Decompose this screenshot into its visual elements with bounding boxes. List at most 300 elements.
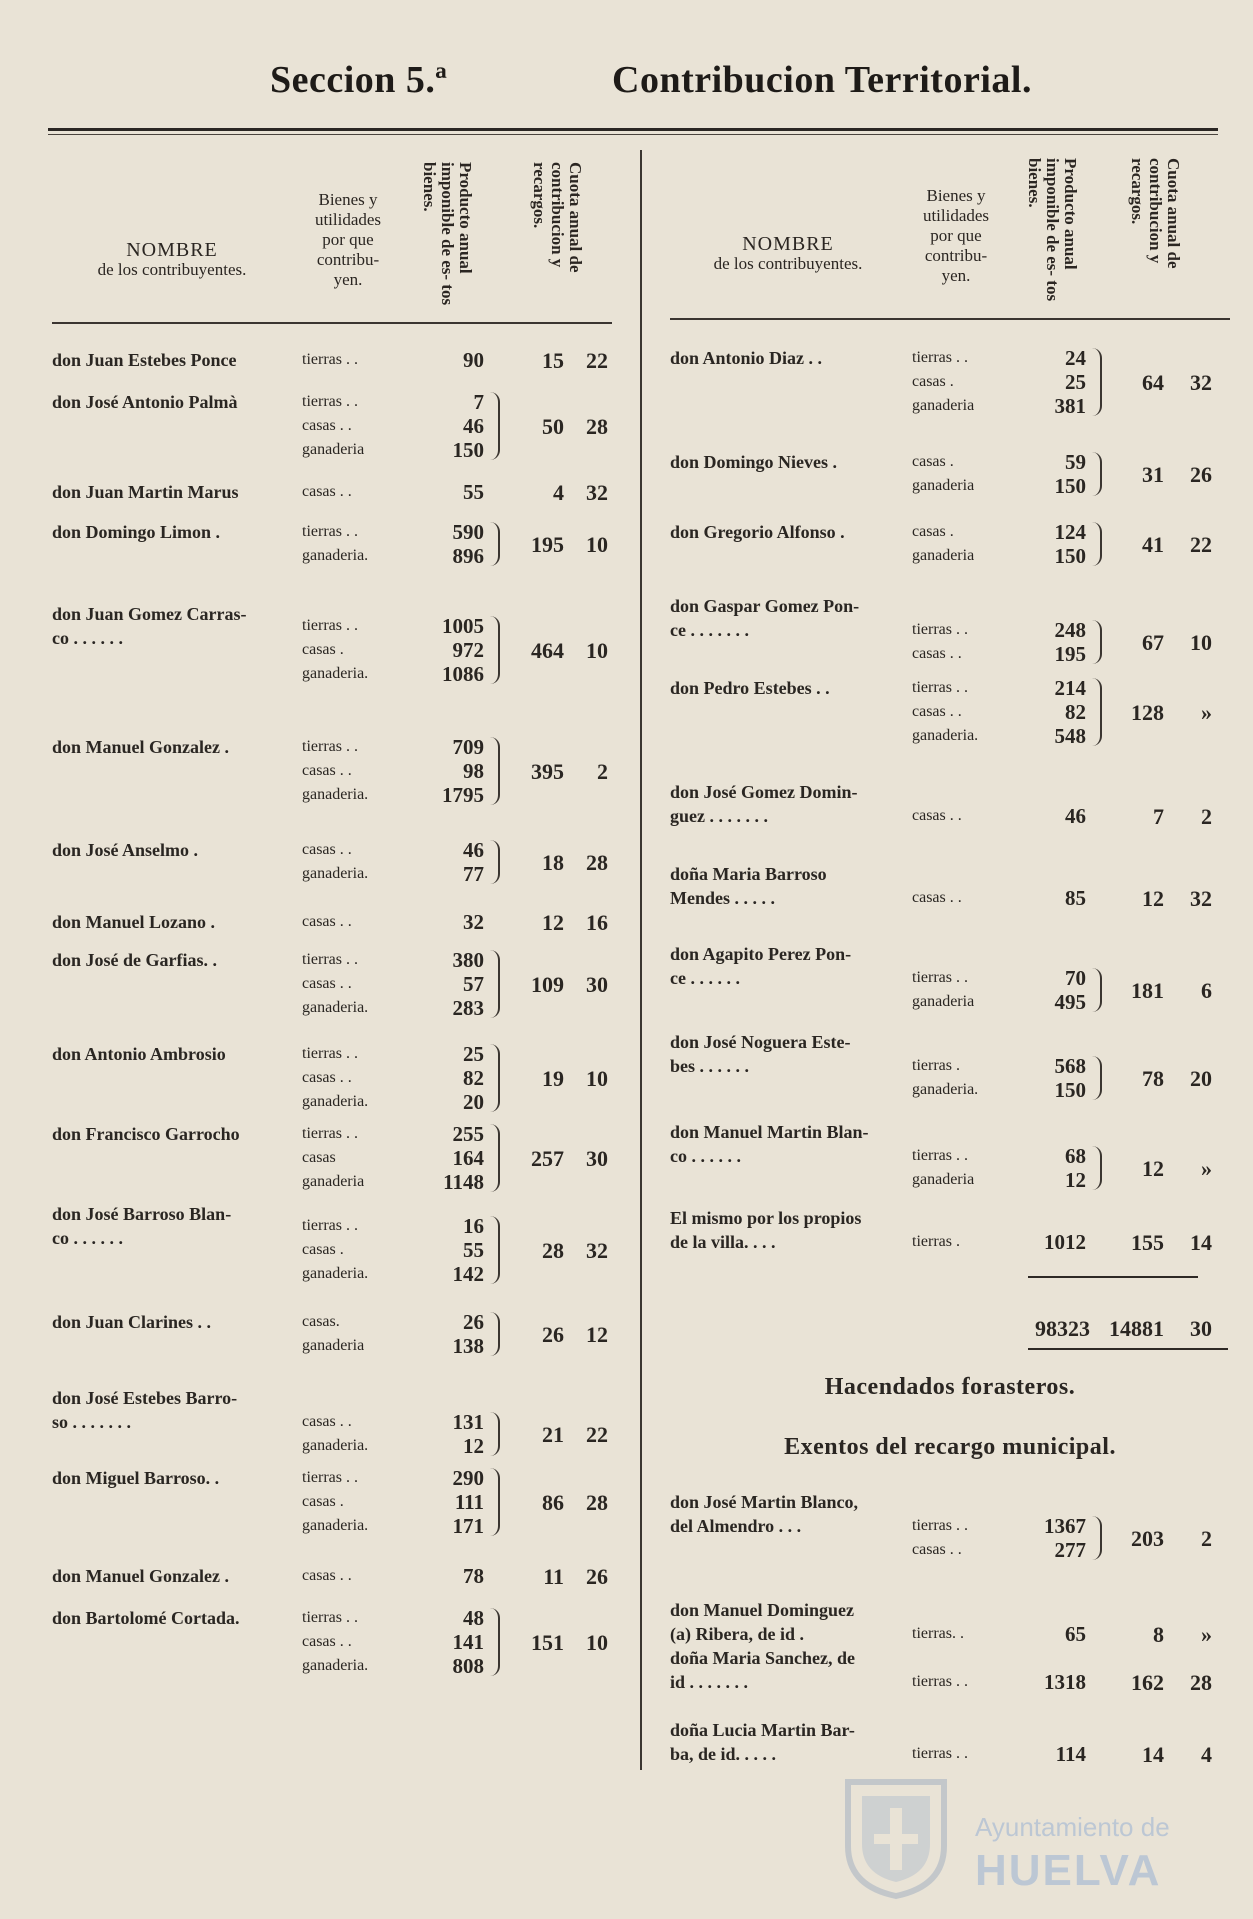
contributor-name-line: don José Anselmo . xyxy=(52,840,199,860)
product-value: 77 xyxy=(463,862,484,886)
total-rule xyxy=(1028,1348,1228,1350)
contributor-name xyxy=(52,948,297,972)
quota-cents: 32 xyxy=(1190,886,1212,911)
contributor-name-line: de la villa. . . . xyxy=(670,1232,776,1252)
contributor-name xyxy=(670,450,908,474)
grouping-brace xyxy=(488,1124,500,1192)
taxable-product xyxy=(1010,520,1086,568)
property-types xyxy=(302,1410,402,1458)
quota-cents: 2 xyxy=(597,759,608,784)
taxable-product xyxy=(404,1606,484,1678)
property-type: tierras . xyxy=(912,1233,960,1250)
product-value: 46 xyxy=(1065,804,1086,828)
contributor-name-line: don Juan Martin Marus xyxy=(52,482,239,502)
taxable-product xyxy=(1010,1230,1086,1254)
property-types xyxy=(302,838,402,886)
taxable-product xyxy=(1010,886,1086,910)
contributor-name-line: don Juan Gomez Carras- xyxy=(52,604,247,624)
contributor-name-line: don Bartolomé Cortada. xyxy=(52,1608,240,1628)
property-type: tierras . . xyxy=(302,1217,358,1234)
property-type: ganaderia xyxy=(912,1171,975,1188)
grouping-brace xyxy=(488,1468,500,1536)
quota-cents: 28 xyxy=(586,1490,608,1515)
contributor-name-line: don Manuel Lozano . xyxy=(52,912,216,932)
property-type: casas. xyxy=(302,1313,340,1330)
goods-header-l3: por que xyxy=(322,230,374,249)
product-value: 24 xyxy=(1065,346,1086,370)
product-header: Producto anual imponible de es- tos bienes. xyxy=(420,162,475,306)
property-types xyxy=(302,948,402,1020)
property-type: ganaderia. xyxy=(302,547,369,564)
taxable-product xyxy=(1010,966,1086,1014)
quota-amount: 15 xyxy=(542,348,564,373)
property-type: ganaderia. xyxy=(302,1093,369,1110)
goods-header-l1: Bienes y xyxy=(926,186,986,205)
product-value: 46 xyxy=(463,414,484,438)
quota-amount: 11 xyxy=(543,1564,564,1589)
product-value: 85 xyxy=(1065,886,1086,910)
property-types xyxy=(912,1054,1012,1102)
goods-header-l3: por que xyxy=(930,226,982,245)
product-value: 25 xyxy=(463,1042,484,1066)
property-types xyxy=(302,1466,402,1538)
contributor-name-line: don José Martin Blanco, xyxy=(670,1492,859,1512)
contributor-name-line: don José Gomez Domin- xyxy=(670,782,858,802)
product-value: 12 xyxy=(463,1434,484,1458)
contributor-name xyxy=(670,780,908,828)
product-value: 65 xyxy=(1065,1622,1086,1646)
taxable-product xyxy=(1010,618,1086,666)
contributor-name-line: don Pedro Estebes . . xyxy=(670,678,830,698)
product-value: 111 xyxy=(454,1490,484,1514)
property-type: ganaderia. xyxy=(912,727,979,744)
contributor-name-line: don Domingo Limon . xyxy=(52,522,221,542)
grouping-brace xyxy=(1090,452,1102,496)
product-value: 20 xyxy=(463,1090,484,1114)
taxable-product xyxy=(1010,1144,1086,1192)
taxable-product xyxy=(1010,346,1086,418)
taxable-product xyxy=(404,348,484,372)
quota-cents: 10 xyxy=(586,532,608,557)
quota-amount: 12 xyxy=(1142,886,1164,911)
property-type: casas . . xyxy=(302,483,352,500)
contributor-name xyxy=(670,1120,908,1168)
taxable-product xyxy=(404,520,484,568)
quota-cents: 22 xyxy=(586,348,608,373)
product-value: 7 xyxy=(473,390,484,414)
property-type: tierras. . xyxy=(912,1625,964,1642)
contributor-name xyxy=(52,480,297,504)
taxable-product xyxy=(404,1466,484,1538)
goods-header-l4: contribu- xyxy=(924,246,988,265)
property-type: tierras . . xyxy=(912,679,968,696)
quota-cents: 20 xyxy=(1190,1066,1212,1091)
grouping-brace xyxy=(488,1608,500,1676)
quota-amount: 12 xyxy=(1142,1156,1164,1181)
contributor-name xyxy=(670,1030,908,1078)
sum-rule xyxy=(1028,1276,1198,1278)
product-value: 16 xyxy=(463,1214,484,1238)
section-title-foreign: Hacendados forasteros. xyxy=(824,1374,1076,1400)
taxable-product xyxy=(1010,450,1086,498)
property-types xyxy=(302,1214,402,1286)
property-type: casas . . xyxy=(302,841,352,858)
product-value: 26 xyxy=(463,1310,484,1334)
contributor-name xyxy=(670,1598,908,1646)
property-type: casas . . xyxy=(912,703,962,720)
property-type: ganaderia xyxy=(912,397,975,414)
product-value: 138 xyxy=(452,1334,484,1358)
quota-cents: 12 xyxy=(586,1322,608,1347)
header-rule xyxy=(670,318,1230,320)
grouping-brace xyxy=(488,1412,500,1456)
contributor-name xyxy=(670,862,908,910)
quota-cents: 6 xyxy=(1201,978,1212,1003)
contributor-name-line: El mismo por los propios xyxy=(670,1208,862,1228)
quota-cents: 30 xyxy=(586,1146,608,1171)
property-type: tierras . . xyxy=(302,951,358,968)
property-types xyxy=(912,676,1012,748)
contributor-name xyxy=(670,1646,908,1694)
product-value: 141 xyxy=(452,1630,484,1654)
contributor-name-line: don Juan Estebes Ponce xyxy=(52,350,237,370)
property-type: casas . . xyxy=(302,913,352,930)
property-type: casas . . xyxy=(302,762,352,779)
goods-header-l4: contribu- xyxy=(316,250,380,269)
product-value: 150 xyxy=(1054,544,1086,568)
taxable-product xyxy=(1010,1622,1086,1646)
taxable-product xyxy=(1010,804,1086,828)
property-type: casas . . xyxy=(302,975,352,992)
property-type: casas . . xyxy=(912,807,962,824)
contributor-name-line: so . . . . . . . xyxy=(52,1412,132,1432)
grouping-brace xyxy=(1090,968,1102,1012)
property-type: ganaderia xyxy=(302,441,365,458)
grouping-brace xyxy=(488,840,500,884)
product-value: 82 xyxy=(1065,700,1086,724)
product-value: 1012 xyxy=(1044,1230,1086,1254)
property-type: tierras . . xyxy=(302,393,358,410)
property-types xyxy=(912,450,1012,498)
property-type: tierras . . xyxy=(302,523,358,540)
product-value: 32 xyxy=(463,910,484,934)
contributor-name-line: don Juan Clarines . . xyxy=(52,1312,212,1332)
product-value: 57 xyxy=(463,972,484,996)
contributor-name-line: don José Antonio Palmà xyxy=(52,392,238,412)
contributor-name xyxy=(52,520,297,544)
property-type: casas . xyxy=(302,1241,344,1258)
quota-amount: 8 xyxy=(1153,1622,1164,1647)
property-types xyxy=(302,480,402,504)
name-header xyxy=(670,234,906,274)
contributor-name-line: don Francisco Garrocho xyxy=(52,1124,240,1144)
property-types xyxy=(912,1670,1012,1694)
property-type: casas . xyxy=(912,373,954,390)
property-type: casas . . xyxy=(302,1633,352,1650)
property-type: casas . xyxy=(302,1493,344,1510)
product-value: 150 xyxy=(452,438,484,462)
property-type: tierras . xyxy=(912,1057,960,1074)
product-value: 131 xyxy=(452,1410,484,1434)
product-value: 548 xyxy=(1054,724,1086,748)
product-value: 1148 xyxy=(443,1170,484,1194)
property-type: ganaderia. xyxy=(302,786,369,803)
quota-cents: 32 xyxy=(586,1238,608,1263)
grouping-brace xyxy=(1090,522,1102,566)
quota-cents: 2 xyxy=(1201,1526,1212,1551)
property-types xyxy=(912,520,1012,568)
product-value: 195 xyxy=(1054,642,1086,666)
product-value: 283 xyxy=(452,996,484,1020)
property-type: tierras . . xyxy=(302,1045,358,1062)
product-value: 150 xyxy=(1054,1078,1086,1102)
contributor-name-line: don Manuel Martin Blan- xyxy=(670,1122,869,1142)
property-type: casas . . xyxy=(302,1413,352,1430)
contributor-name xyxy=(52,1466,297,1490)
quota-amount: 181 xyxy=(1131,978,1164,1003)
property-type: casas . . xyxy=(302,1567,352,1584)
property-types xyxy=(302,1310,402,1358)
contributor-name xyxy=(52,1564,297,1588)
quota-amount: 162 xyxy=(1131,1670,1164,1695)
property-type: tierras . . xyxy=(302,351,358,368)
product-value: 568 xyxy=(1054,1054,1086,1078)
contributor-name-line: don Domingo Nieves . xyxy=(670,452,838,472)
contributor-name xyxy=(670,346,908,370)
grouping-brace xyxy=(1090,1146,1102,1190)
contributor-name-line: don Manuel Gonzalez . xyxy=(52,1566,230,1586)
contributor-name-line: don José Barroso Blan- xyxy=(52,1204,232,1224)
property-types xyxy=(302,1042,402,1114)
product-value: 48 xyxy=(463,1606,484,1630)
total-product: 98323 xyxy=(1035,1316,1090,1341)
contributor-name xyxy=(52,1202,297,1250)
property-type: casas . . xyxy=(912,1541,962,1558)
contributor-name-line: guez . . . . . . . xyxy=(670,806,768,826)
property-types xyxy=(302,1122,402,1194)
property-types xyxy=(912,804,1012,828)
contributor-name-line: bes . . . . . . xyxy=(670,1056,750,1076)
contributor-name-line: ba, de id. . . . . xyxy=(670,1744,777,1764)
quota-amount: 395 xyxy=(531,759,564,784)
property-type: ganaderia. xyxy=(302,1265,369,1282)
property-types xyxy=(302,1564,402,1588)
quota-cents: » xyxy=(1201,1622,1212,1647)
property-type: ganaderia. xyxy=(302,1437,369,1454)
product-value: 98 xyxy=(463,759,484,783)
quota-amount: 7 xyxy=(1153,804,1164,829)
quota-amount: 257 xyxy=(531,1146,564,1171)
property-type: ganaderia. xyxy=(302,865,369,882)
quota-amount: 109 xyxy=(531,972,564,997)
property-type: ganaderia xyxy=(912,993,975,1010)
quota-amount: 19 xyxy=(542,1066,564,1091)
contributor-name-line: ce . . . . . . xyxy=(670,968,740,988)
contributor-name-line: don Manuel Dominguez xyxy=(670,1600,855,1620)
property-type: ganaderia. xyxy=(302,1517,369,1534)
property-types xyxy=(302,1606,402,1678)
grouping-brace xyxy=(488,392,500,460)
property-type: tierras . . xyxy=(912,1147,968,1164)
quota-amount: 14 xyxy=(1142,1742,1164,1767)
property-types xyxy=(302,614,402,686)
contributor-name xyxy=(670,1718,908,1766)
quota-amount: 41 xyxy=(1142,532,1164,557)
taxable-product xyxy=(404,390,484,462)
watermark-line1: Ayuntamiento de xyxy=(975,1812,1170,1842)
taxable-product xyxy=(404,614,484,686)
contributor-name xyxy=(52,390,297,414)
grouping-brace xyxy=(1090,620,1102,664)
quota-amount: 67 xyxy=(1142,630,1164,655)
header-rule xyxy=(52,322,612,324)
goods-header-l2: utilidades xyxy=(314,210,382,229)
property-type: ganaderia. xyxy=(912,1081,979,1098)
taxable-product xyxy=(404,1410,484,1458)
product-value: 124 xyxy=(1054,520,1086,544)
section-header: Seccion 5.ª xyxy=(270,59,448,101)
quota-amount: 21 xyxy=(542,1422,564,1447)
quota-amount: 26 xyxy=(542,1322,564,1347)
quota-header: Cuota anual de contribucion y recargos. xyxy=(530,162,585,273)
taxable-product xyxy=(1010,1514,1086,1562)
property-type: tierras . . xyxy=(302,738,358,755)
property-type: ganaderia xyxy=(912,547,975,564)
quota-cents: 26 xyxy=(586,1564,608,1589)
quota-cents: 28 xyxy=(586,850,608,875)
quota-amount: 4 xyxy=(553,480,564,505)
quota-cents: 10 xyxy=(1190,630,1212,655)
contributor-name xyxy=(52,1122,297,1146)
grouping-brace xyxy=(488,1044,500,1112)
quota-amount: 203 xyxy=(1131,1526,1164,1551)
name-header-sub: de los contribuyentes. xyxy=(713,254,863,273)
contributor-name-line: id . . . . . . . xyxy=(670,1672,749,1692)
property-type: casas . . xyxy=(912,889,962,906)
taxable-product xyxy=(404,838,484,886)
quota-cents: 14 xyxy=(1190,1230,1212,1255)
goods-header-l5: yen. xyxy=(941,266,971,285)
product-value: 25 xyxy=(1065,370,1086,394)
property-type: casas . xyxy=(912,523,954,540)
coat-of-arms-icon xyxy=(840,1774,952,1900)
product-value: 12 xyxy=(1065,1168,1086,1192)
product-value: 78 xyxy=(463,1564,484,1588)
quota-cents: 2 xyxy=(1201,804,1212,829)
quota-cents: 22 xyxy=(586,1422,608,1447)
product-value: 150 xyxy=(1054,474,1086,498)
contributor-name-line: don Agapito Perez Pon- xyxy=(670,944,852,964)
taxable-product xyxy=(1010,1054,1086,1102)
product-value: 255 xyxy=(452,1122,484,1146)
name-header-title: NOMBRE xyxy=(126,239,218,261)
product-value: 68 xyxy=(1065,1144,1086,1168)
quota-amount: 86 xyxy=(542,1490,564,1515)
contributor-name xyxy=(670,520,908,544)
grouping-brace xyxy=(1090,1056,1102,1100)
quota-amount: 31 xyxy=(1142,462,1164,487)
quota-cents: 28 xyxy=(586,414,608,439)
property-type: ganaderia xyxy=(912,477,975,494)
product-value: 55 xyxy=(463,1238,484,1262)
contributor-name-line: ce . . . . . . . xyxy=(670,620,749,640)
product-value: 114 xyxy=(1055,1742,1086,1766)
property-type: tierras . . xyxy=(302,617,358,634)
taxable-product xyxy=(404,1310,484,1358)
property-type: tierras . . xyxy=(912,621,968,638)
product-value: 896 xyxy=(452,544,484,568)
quota-cents: 22 xyxy=(1190,532,1212,557)
product-value: 590 xyxy=(452,520,484,544)
property-types xyxy=(912,966,1012,1014)
quota-amount: 28 xyxy=(542,1238,564,1263)
total-quota-cents: 30 xyxy=(1190,1316,1212,1341)
property-types xyxy=(912,618,1012,666)
grouping-brace xyxy=(1090,1516,1102,1560)
watermark-line2: HUELVA xyxy=(975,1846,1162,1895)
contributor-name-line: doña Maria Barroso xyxy=(670,864,827,884)
quota-cents: 10 xyxy=(586,1066,608,1091)
contributor-name-line: co . . . . . . xyxy=(670,1146,741,1166)
product-value: 1795 xyxy=(442,783,484,807)
property-type: casas xyxy=(302,1149,336,1166)
top-rule xyxy=(48,128,1218,131)
contributor-name-line: doña Lucia Martin Bar- xyxy=(670,1720,855,1740)
product-value: 90 xyxy=(463,348,484,372)
property-types xyxy=(912,1230,1012,1254)
taxable-product xyxy=(404,948,484,1020)
goods-header-l1: Bienes y xyxy=(318,190,378,209)
contributor-name xyxy=(52,1386,297,1434)
grouping-brace xyxy=(488,1312,500,1356)
quota-amount: 12 xyxy=(542,910,564,935)
contributor-name-line: don Gregorio Alfonso . xyxy=(670,522,845,542)
quota-cents: » xyxy=(1201,1156,1212,1181)
product-value: 248 xyxy=(1054,618,1086,642)
product-value: 59 xyxy=(1065,450,1086,474)
quota-amount: 50 xyxy=(542,414,564,439)
contributor-name xyxy=(670,676,908,700)
property-type: ganaderia. xyxy=(302,665,369,682)
contributor-name-line: co . . . . . . xyxy=(52,628,123,648)
property-type: ganaderia. xyxy=(302,999,369,1016)
grouping-brace xyxy=(488,522,500,566)
property-type: tierras . . xyxy=(912,1745,968,1762)
top-rule-thin xyxy=(48,134,1218,135)
contributor-name xyxy=(52,735,297,759)
contributor-name xyxy=(670,594,908,642)
property-types xyxy=(912,1622,1012,1646)
product-value: 82 xyxy=(463,1066,484,1090)
contributor-name-line: don Antonio Ambrosio xyxy=(52,1044,226,1064)
taxable-product xyxy=(404,480,484,504)
property-type: ganaderia. xyxy=(302,1657,369,1674)
quota-cents: 4 xyxy=(1201,1742,1212,1767)
property-type: casas . . xyxy=(302,1069,352,1086)
quota-cents: 32 xyxy=(1190,370,1212,395)
product-value: 171 xyxy=(452,1514,484,1538)
contributor-name-line: don Manuel Gonzalez . xyxy=(52,737,230,757)
property-type: tierras . . xyxy=(302,1469,358,1486)
contributor-name xyxy=(52,838,297,862)
goods-header-l2: utilidades xyxy=(922,206,990,225)
property-types xyxy=(302,910,402,934)
quota-amount: 18 xyxy=(542,850,564,875)
contributor-name-line: don Gaspar Gomez Pon- xyxy=(670,596,860,616)
contributor-name xyxy=(52,1042,297,1066)
property-type: tierras . . xyxy=(302,1609,358,1626)
taxable-product xyxy=(404,1122,484,1194)
